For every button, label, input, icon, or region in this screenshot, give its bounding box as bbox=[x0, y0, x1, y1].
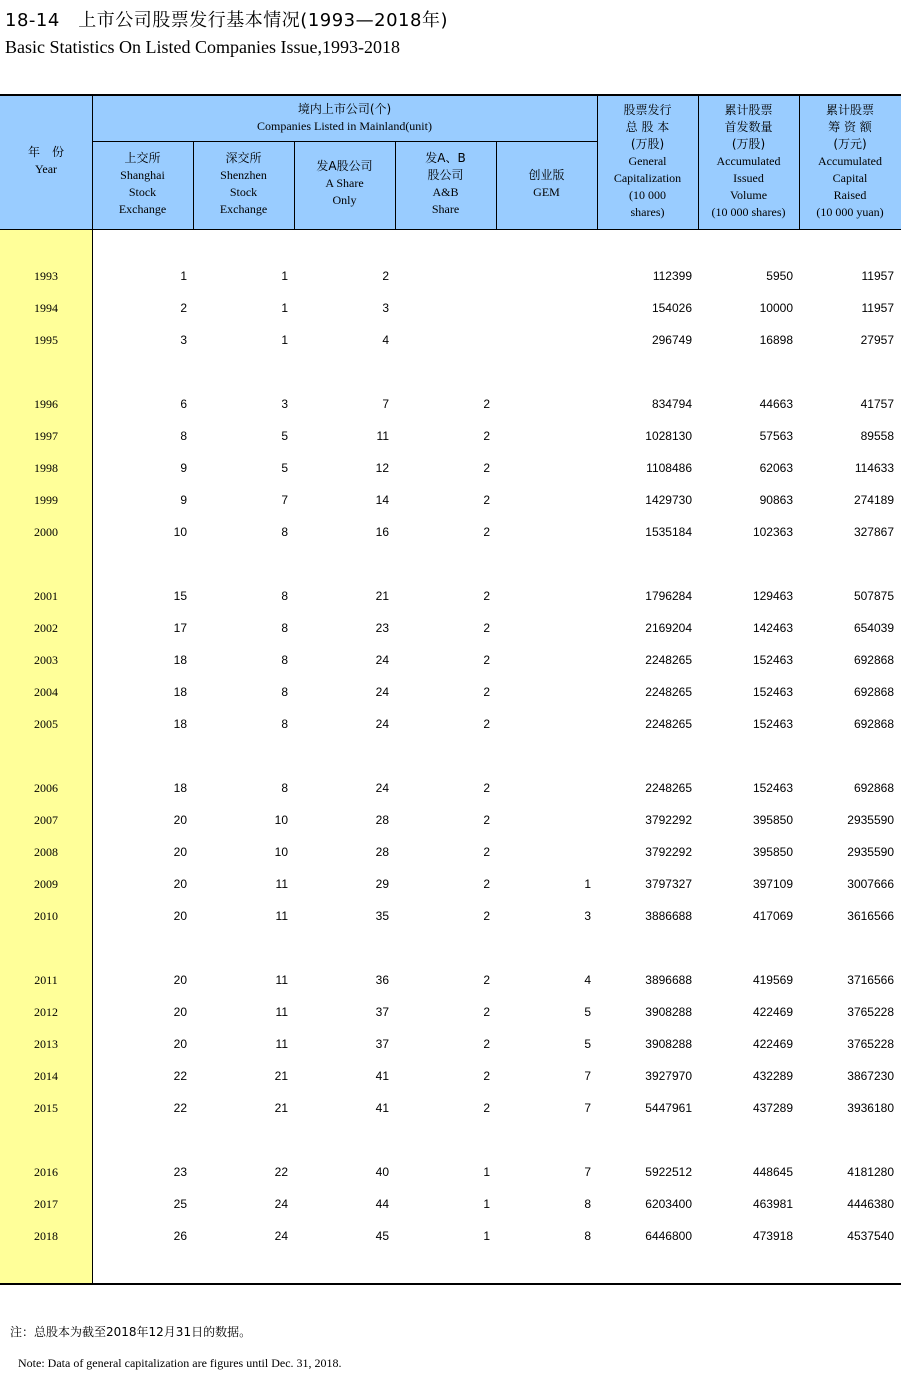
cell-raised: 654039 bbox=[853, 621, 894, 635]
cell-sh: 9 bbox=[180, 493, 187, 507]
cell-iss: 419569 bbox=[752, 973, 793, 987]
cell-a: 16 bbox=[375, 525, 389, 539]
cell-cap: 3908288 bbox=[645, 1005, 692, 1019]
table-row bbox=[0, 1002, 901, 1022]
cell-iss: 16898 bbox=[759, 333, 793, 347]
cell-ab: 2 bbox=[483, 877, 490, 891]
cell-year: 2015 bbox=[34, 1101, 58, 1115]
cell-raised: 2935590 bbox=[847, 813, 894, 827]
cell-cap: 2248265 bbox=[645, 781, 692, 795]
cell-ab: 2 bbox=[483, 493, 490, 507]
cell-ab: 2 bbox=[483, 717, 490, 731]
cell-year: 2009 bbox=[34, 877, 58, 891]
cell-raised: 4181280 bbox=[847, 1165, 894, 1179]
cell-iss: 10000 bbox=[759, 301, 793, 315]
cell-a: 35 bbox=[375, 909, 389, 923]
header-companies-group: 境内上市公司(个) Companies Listed in Mainland(unit) bbox=[257, 102, 432, 133]
cell-cap: 3927970 bbox=[645, 1069, 692, 1083]
cell-sh: 1 bbox=[180, 269, 187, 283]
cell-sh: 20 bbox=[173, 813, 187, 827]
cell-iss: 397109 bbox=[752, 877, 793, 891]
cell-year: 2018 bbox=[34, 1229, 58, 1243]
table-row bbox=[0, 1226, 901, 1246]
cell-iss: 142463 bbox=[752, 621, 793, 635]
cell-sh: 17 bbox=[173, 621, 187, 635]
cell-gem: 7 bbox=[584, 1165, 591, 1179]
cell-ab: 1 bbox=[483, 1165, 490, 1179]
table-body bbox=[0, 230, 901, 1283]
cell-sh: 20 bbox=[173, 1037, 187, 1051]
cell-a: 14 bbox=[375, 493, 389, 507]
header-shanghai: 上交所 Shanghai Stock Exchange bbox=[118, 151, 167, 216]
cell-iss: 44663 bbox=[759, 397, 793, 411]
table-row bbox=[0, 1194, 901, 1214]
table-row bbox=[0, 714, 901, 734]
page-title-en: Basic Statistics On Listed Companies Issue,1993-2018 bbox=[5, 37, 400, 57]
cell-sz: 11 bbox=[275, 1005, 288, 1019]
cell-sz: 11 bbox=[275, 877, 288, 891]
cell-sh: 20 bbox=[173, 845, 187, 859]
cell-sz: 8 bbox=[281, 589, 288, 603]
cell-cap: 3886688 bbox=[645, 909, 692, 923]
table-row bbox=[0, 426, 901, 446]
cell-iss: 437289 bbox=[752, 1101, 793, 1115]
cell-cap: 3908288 bbox=[645, 1037, 692, 1051]
cell-sh: 3 bbox=[180, 333, 187, 347]
cell-year: 1997 bbox=[34, 429, 58, 443]
cell-a: 7 bbox=[382, 397, 389, 411]
cell-sz: 11 bbox=[275, 909, 288, 923]
cell-raised: 507875 bbox=[853, 589, 894, 603]
cell-sh: 18 bbox=[173, 781, 187, 795]
cell-iss: 432289 bbox=[752, 1069, 793, 1083]
cell-sh: 25 bbox=[173, 1197, 187, 1211]
table-row bbox=[0, 650, 901, 670]
cell-raised: 692868 bbox=[853, 685, 894, 699]
cell-raised: 692868 bbox=[853, 781, 894, 795]
cell-ab: 2 bbox=[483, 429, 490, 443]
cell-raised: 11957 bbox=[861, 269, 894, 283]
cell-a: 41 bbox=[375, 1101, 389, 1115]
cell-a: 29 bbox=[375, 877, 389, 891]
cell-iss: 395850 bbox=[752, 845, 793, 859]
cell-iss: 5950 bbox=[766, 269, 793, 283]
cell-ab: 2 bbox=[483, 845, 490, 859]
note-cn: 注：总股本为截至2018年12月31日的数据。 bbox=[10, 1325, 252, 1339]
cell-sz: 11 bbox=[275, 1037, 288, 1051]
cell-year: 2008 bbox=[34, 845, 58, 859]
cell-cap: 1796284 bbox=[645, 589, 692, 603]
cell-raised: 692868 bbox=[853, 717, 894, 731]
cell-sz: 5 bbox=[281, 429, 288, 443]
cell-sh: 26 bbox=[173, 1229, 187, 1243]
cell-year: 2006 bbox=[34, 781, 58, 795]
page-title-cn: 18-14 上市公司股票发行基本情况(1993—2018年) bbox=[5, 10, 448, 31]
cell-sz: 22 bbox=[274, 1165, 288, 1179]
header-ab-share: 发A、B 股公司 A&B Share bbox=[425, 151, 466, 216]
cell-year: 2010 bbox=[34, 909, 58, 923]
cell-raised: 274189 bbox=[853, 493, 894, 507]
cell-iss: 473918 bbox=[752, 1229, 793, 1243]
table-row bbox=[0, 810, 901, 830]
table-row bbox=[0, 1066, 901, 1086]
cell-cap: 154026 bbox=[651, 301, 692, 315]
cell-a: 2 bbox=[382, 269, 389, 283]
cell-a: 28 bbox=[375, 845, 389, 859]
cell-gem: 1 bbox=[584, 877, 591, 891]
cell-gem: 5 bbox=[584, 1005, 591, 1019]
cell-a: 37 bbox=[375, 1005, 389, 1019]
cell-raised: 41757 bbox=[860, 397, 894, 411]
cell-iss: 395850 bbox=[752, 813, 793, 827]
cell-sz: 8 bbox=[281, 621, 288, 635]
cell-year: 2003 bbox=[34, 653, 58, 667]
cell-year: 2002 bbox=[34, 621, 58, 635]
header-accumulated-issued: 累计股票 首发数量 (万股) Accumulated Issued Volume (10 000 shares) bbox=[711, 103, 786, 219]
header-accumulated-raised: 累计股票 筹 资 额 (万元) Accumulated Capital Raised (10 000 yuan) bbox=[816, 103, 884, 219]
cell-iss: 152463 bbox=[752, 717, 793, 731]
cell-cap: 2248265 bbox=[645, 717, 692, 731]
cell-ab: 2 bbox=[483, 973, 490, 987]
cell-sh: 2 bbox=[180, 301, 187, 315]
cell-a: 12 bbox=[375, 461, 389, 475]
cell-gem: 3 bbox=[584, 909, 591, 923]
cell-year: 1999 bbox=[34, 493, 58, 507]
cell-sz: 24 bbox=[274, 1197, 288, 1211]
cell-a: 45 bbox=[375, 1229, 389, 1243]
cell-sz: 8 bbox=[281, 781, 288, 795]
cell-raised: 3007666 bbox=[847, 877, 894, 891]
cell-sz: 1 bbox=[281, 269, 288, 283]
cell-sz: 1 bbox=[281, 301, 288, 315]
cell-sh: 20 bbox=[173, 877, 187, 891]
cell-ab: 2 bbox=[483, 397, 490, 411]
cell-year: 1996 bbox=[34, 397, 58, 411]
cell-iss: 129463 bbox=[752, 589, 793, 603]
cell-ab: 2 bbox=[483, 525, 490, 539]
cell-year: 2017 bbox=[34, 1197, 58, 1211]
table-row bbox=[0, 522, 901, 542]
cell-raised: 3716566 bbox=[847, 973, 894, 987]
bottom-rule bbox=[0, 1283, 901, 1285]
table-row bbox=[0, 1034, 901, 1054]
cell-sh: 20 bbox=[173, 1005, 187, 1019]
cell-iss: 90863 bbox=[759, 493, 793, 507]
cell-raised: 3765228 bbox=[847, 1005, 894, 1019]
cell-raised: 327867 bbox=[853, 525, 894, 539]
cell-cap: 3797327 bbox=[645, 877, 692, 891]
cell-year: 2016 bbox=[34, 1165, 58, 1179]
cell-ab: 2 bbox=[483, 813, 490, 827]
cell-sz: 3 bbox=[281, 397, 288, 411]
cell-year: 1994 bbox=[34, 301, 58, 315]
year-column-band bbox=[0, 230, 93, 1283]
cell-cap: 112399 bbox=[652, 269, 692, 283]
cell-sh: 9 bbox=[180, 461, 187, 475]
cell-sh: 22 bbox=[173, 1101, 187, 1115]
cell-sz: 5 bbox=[281, 461, 288, 475]
cell-a: 23 bbox=[375, 621, 389, 635]
cell-year: 1993 bbox=[34, 269, 58, 283]
cell-sh: 18 bbox=[173, 717, 187, 731]
cell-sz: 10 bbox=[274, 845, 288, 859]
cell-iss: 422469 bbox=[752, 1005, 793, 1019]
cell-year: 2004 bbox=[34, 685, 58, 699]
cell-cap: 296749 bbox=[651, 333, 692, 347]
cell-sh: 23 bbox=[173, 1165, 187, 1179]
table-row bbox=[0, 906, 901, 926]
cell-ab: 2 bbox=[483, 1069, 490, 1083]
cell-ab: 2 bbox=[483, 685, 490, 699]
cell-raised: 3765228 bbox=[847, 1037, 894, 1051]
cell-ab: 2 bbox=[483, 1005, 490, 1019]
cell-iss: 152463 bbox=[752, 781, 793, 795]
header-year: 年 份 Year bbox=[27, 145, 64, 176]
cell-sz: 24 bbox=[274, 1229, 288, 1243]
header-gem: 创业版 GEM bbox=[528, 168, 565, 199]
cell-cap: 2169204 bbox=[645, 621, 692, 635]
header-general-capitalization: 股票发行 总 股 本 (万股) General Capitalization (10 000 shares) bbox=[613, 103, 682, 219]
cell-raised: 3616566 bbox=[847, 909, 894, 923]
cell-a: 44 bbox=[375, 1197, 389, 1211]
table-row bbox=[0, 394, 901, 414]
cell-iss: 422469 bbox=[752, 1037, 793, 1051]
cell-iss: 102363 bbox=[752, 525, 793, 539]
table-row bbox=[0, 1098, 901, 1118]
cell-gem: 8 bbox=[584, 1229, 591, 1243]
cell-year: 1995 bbox=[34, 333, 58, 347]
cell-ab: 2 bbox=[483, 909, 490, 923]
cell-sh: 8 bbox=[180, 429, 187, 443]
cell-raised: 27957 bbox=[860, 333, 894, 347]
cell-sz: 7 bbox=[281, 493, 288, 507]
header-shenzhen: 深交所 Shenzhen Stock Exchange bbox=[219, 151, 268, 216]
cell-a: 11 bbox=[376, 429, 389, 443]
cell-ab: 1 bbox=[483, 1229, 490, 1243]
cell-a: 24 bbox=[375, 653, 389, 667]
cell-ab: 2 bbox=[483, 1037, 490, 1051]
table-row bbox=[0, 970, 901, 990]
cell-a: 40 bbox=[375, 1165, 389, 1179]
table-row bbox=[0, 490, 901, 510]
table-row bbox=[0, 618, 901, 638]
cell-iss: 152463 bbox=[752, 685, 793, 699]
cell-a: 3 bbox=[382, 301, 389, 315]
cell-sz: 21 bbox=[274, 1069, 288, 1083]
cell-cap: 834794 bbox=[651, 397, 692, 411]
table-row bbox=[0, 874, 901, 894]
cell-iss: 448645 bbox=[752, 1165, 793, 1179]
cell-sh: 6 bbox=[180, 397, 187, 411]
cell-ab: 2 bbox=[483, 461, 490, 475]
cell-ab: 2 bbox=[483, 621, 490, 635]
cell-iss: 57563 bbox=[759, 429, 793, 443]
cell-gem: 7 bbox=[584, 1069, 591, 1083]
cell-cap: 1028130 bbox=[645, 429, 692, 443]
table-row bbox=[0, 266, 901, 286]
cell-year: 2007 bbox=[34, 813, 58, 827]
cell-sz: 8 bbox=[281, 525, 288, 539]
cell-gem: 8 bbox=[584, 1197, 591, 1211]
table-row bbox=[0, 842, 901, 862]
cell-iss: 463981 bbox=[752, 1197, 793, 1211]
table-row bbox=[0, 298, 901, 318]
cell-cap: 3792292 bbox=[645, 813, 692, 827]
cell-sz: 10 bbox=[274, 813, 288, 827]
cell-a: 36 bbox=[375, 973, 389, 987]
cell-year: 2014 bbox=[34, 1069, 58, 1083]
cell-a: 37 bbox=[375, 1037, 389, 1051]
cell-sz: 1 bbox=[281, 333, 288, 347]
table-row bbox=[0, 778, 901, 798]
cell-year: 2013 bbox=[34, 1037, 58, 1051]
cell-sz: 21 bbox=[274, 1101, 288, 1115]
cell-year: 2005 bbox=[34, 717, 58, 731]
cell-raised: 3936180 bbox=[847, 1101, 894, 1115]
cell-a: 24 bbox=[375, 685, 389, 699]
cell-iss: 152463 bbox=[752, 653, 793, 667]
cell-gem: 5 bbox=[584, 1037, 591, 1051]
cell-year: 1998 bbox=[34, 461, 58, 475]
cell-cap: 2248265 bbox=[645, 685, 692, 699]
cell-sz: 11 bbox=[275, 973, 288, 987]
cell-ab: 2 bbox=[483, 589, 490, 603]
cell-year: 2000 bbox=[34, 525, 58, 539]
cell-sh: 20 bbox=[173, 909, 187, 923]
cell-sz: 8 bbox=[281, 717, 288, 731]
header-a-share: 发A股公司 A Share Only bbox=[316, 159, 373, 207]
cell-cap: 1535184 bbox=[645, 525, 692, 539]
cell-year: 2011 bbox=[34, 973, 58, 987]
cell-sh: 22 bbox=[173, 1069, 187, 1083]
cell-year: 2012 bbox=[34, 1005, 58, 1019]
cell-sh: 20 bbox=[173, 973, 187, 987]
cell-raised: 89558 bbox=[860, 429, 894, 443]
cell-cap: 6203400 bbox=[645, 1197, 692, 1211]
cell-year: 2001 bbox=[34, 589, 58, 603]
cell-raised: 4446380 bbox=[847, 1197, 894, 1211]
cell-a: 28 bbox=[375, 813, 389, 827]
cell-a: 41 bbox=[375, 1069, 389, 1083]
cell-a: 24 bbox=[375, 781, 389, 795]
cell-gem: 7 bbox=[584, 1101, 591, 1115]
cell-sh: 15 bbox=[173, 589, 187, 603]
cell-raised: 692868 bbox=[853, 653, 894, 667]
cell-ab: 2 bbox=[483, 1101, 490, 1115]
cell-iss: 62063 bbox=[759, 461, 793, 475]
cell-sh: 18 bbox=[173, 653, 187, 667]
note-en: Note: Data of general capitalization are figures until Dec. 31, 2018. bbox=[18, 1356, 342, 1370]
cell-sz: 8 bbox=[281, 653, 288, 667]
table-row bbox=[0, 586, 901, 606]
cell-cap: 6446800 bbox=[645, 1229, 692, 1243]
cell-raised: 114633 bbox=[854, 461, 894, 475]
cell-a: 4 bbox=[382, 333, 389, 347]
cell-ab: 2 bbox=[483, 781, 490, 795]
cell-iss: 417069 bbox=[752, 909, 793, 923]
cell-raised: 2935590 bbox=[847, 845, 894, 859]
cell-cap: 3792292 bbox=[645, 845, 692, 859]
cell-cap: 5922512 bbox=[645, 1165, 692, 1179]
cell-a: 24 bbox=[375, 717, 389, 731]
cell-sh: 10 bbox=[173, 525, 187, 539]
cell-ab: 2 bbox=[483, 653, 490, 667]
cell-a: 21 bbox=[375, 589, 389, 603]
cell-cap: 1108486 bbox=[646, 461, 692, 475]
cell-cap: 2248265 bbox=[645, 653, 692, 667]
cell-raised: 4537540 bbox=[847, 1229, 894, 1243]
cell-cap: 1429730 bbox=[645, 493, 692, 507]
cell-sh: 18 bbox=[173, 685, 187, 699]
cell-cap: 5447961 bbox=[645, 1101, 692, 1115]
table-row bbox=[0, 1162, 901, 1182]
cell-gem: 4 bbox=[584, 973, 591, 987]
cell-raised: 3867230 bbox=[847, 1069, 894, 1083]
cell-sz: 8 bbox=[281, 685, 288, 699]
cell-raised: 11957 bbox=[861, 301, 894, 315]
table-row bbox=[0, 330, 901, 350]
table-row bbox=[0, 458, 901, 478]
cell-ab: 1 bbox=[483, 1197, 490, 1211]
cell-cap: 3896688 bbox=[645, 973, 692, 987]
table-header bbox=[0, 96, 901, 230]
table-row bbox=[0, 682, 901, 702]
